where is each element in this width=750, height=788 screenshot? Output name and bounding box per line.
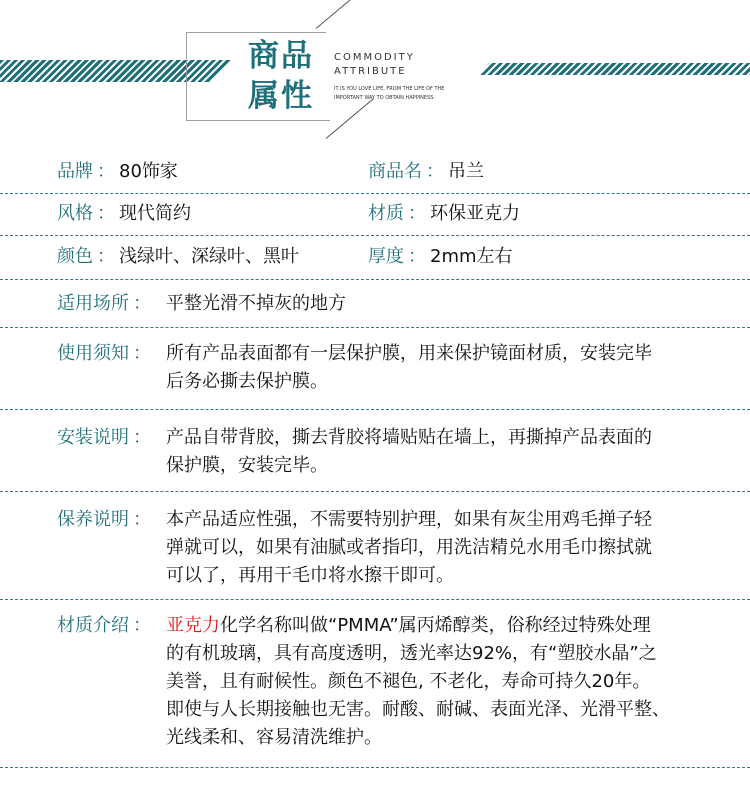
intro-label: 材质介绍 <box>57 615 129 636</box>
care-line: 可以了，再用干毛巾将水擦干即可。 <box>166 565 454 586</box>
intro-line: 美誉，且有耐候性。颜色不褪色, 不老化，寿命可持久20年。 <box>166 671 651 692</box>
diagonal-line-bottom <box>326 98 374 139</box>
intro-line <box>166 612 742 640</box>
usage-line: 后务必撕去保护膜。 <box>166 371 328 392</box>
section-title-en-line2: ATTRIBUTE <box>334 66 407 77</box>
scene-label: 适用场所 <box>57 293 129 314</box>
intro-highlight: 亚克力 <box>166 615 220 636</box>
material-value: 环保亚克力 <box>430 203 520 224</box>
diagonal-line-top <box>316 0 370 29</box>
intro-line: 光线柔和、容易清洗维护。 <box>166 727 382 748</box>
attribute-row-brand <box>0 150 750 194</box>
intro-value <box>166 612 742 752</box>
thickness-value: 2mm左右 <box>430 246 513 267</box>
usage-value <box>166 340 742 396</box>
section-tagline: IT IS YOU LOVE LIFE, FROM THE LIFE OF THE IMPORTANT WAY TO OBTAIN HAPPINESS. <box>334 86 445 101</box>
thickness-label: 厚度 <box>368 246 404 267</box>
care-line: 弹就可以，如果有油腻或者指印，用洗洁精兑水用毛巾擦拭就 <box>166 537 652 558</box>
style-value: 现代简约 <box>119 203 191 224</box>
care-label: 保养说明 <box>57 509 129 530</box>
install-label-group <box>57 424 155 452</box>
color-value: 浅绿叶、深绿叶、黑叶 <box>119 246 299 267</box>
section-header <box>0 0 750 140</box>
colon: ： <box>133 615 151 636</box>
material-label: 材质 <box>368 203 404 224</box>
frame-line-top <box>186 32 326 33</box>
colon: ： <box>133 293 151 314</box>
name-label: 商品名 <box>368 161 422 182</box>
intro-line1-rest: 化学名称叫做“PMMA”属丙烯醇类，俗称经过特殊处理 <box>220 615 651 636</box>
colon: ： <box>133 509 151 530</box>
section-title-en-line1: COMMODITY <box>334 52 415 63</box>
style-label-group <box>57 200 191 228</box>
colon: ： <box>97 246 115 267</box>
intro-label-group <box>57 612 155 640</box>
section-title: 商品属性 <box>248 38 314 114</box>
thickness-label-group <box>368 243 513 271</box>
intro-line: 即使与人长期接触也无害。耐酸、耐碱、表面光泽、光滑平整、 <box>166 699 670 720</box>
attribute-row-install <box>0 410 750 492</box>
attribute-row-usage <box>0 328 750 410</box>
colon: ： <box>408 203 426 224</box>
scene-label-group <box>57 290 155 318</box>
attribute-row-intro <box>0 600 750 768</box>
style-label: 风格 <box>57 203 93 224</box>
decorative-stripe-right <box>478 63 750 75</box>
care-line: 本产品适应性强，不需要特别护理，如果有灰尘用鸡毛掸子轻 <box>166 509 652 530</box>
attribute-row-color <box>0 236 750 280</box>
usage-label-group <box>57 340 155 368</box>
attribute-list <box>0 150 750 768</box>
name-label-group <box>368 158 484 186</box>
brand-value: 80饰家 <box>119 161 178 182</box>
decorative-stripe-left <box>0 60 232 82</box>
color-label-group <box>57 243 299 271</box>
color-label: 颜色 <box>57 246 93 267</box>
frame-line-left <box>186 32 187 120</box>
scene-value: 平整光滑不掉灰的地方 <box>166 293 346 314</box>
colon: ： <box>133 343 151 364</box>
usage-label: 使用须知 <box>57 343 129 364</box>
attribute-row-care <box>0 492 750 600</box>
colon: ： <box>133 427 151 448</box>
install-line: 保护膜，安装完毕。 <box>166 455 328 476</box>
brand-label: 品牌 <box>57 161 93 182</box>
install-label: 安装说明 <box>57 427 129 448</box>
colon: ： <box>97 203 115 224</box>
usage-line: 所有产品表面都有一层保护膜，用来保护镜面材质，安装完毕 <box>166 343 652 364</box>
attribute-row-style <box>0 194 750 236</box>
intro-line: 的有机玻璃，具有高度透明，透光率达92%，有“塑胶水晶”之 <box>166 643 657 664</box>
colon: ： <box>426 161 444 182</box>
colon: ： <box>408 246 426 267</box>
colon: ： <box>97 161 115 182</box>
name-value: 吊兰 <box>448 161 484 182</box>
brand-label-group <box>57 158 178 186</box>
care-value <box>166 506 742 590</box>
install-value <box>166 424 742 480</box>
install-line: 产品自带背胶，撕去背胶将墙贴贴在墙上，再撕掉产品表面的 <box>166 427 652 448</box>
material-label-group <box>368 200 520 228</box>
frame-line-bottom <box>186 120 330 121</box>
attribute-row-scene <box>0 280 750 328</box>
care-label-group <box>57 506 155 534</box>
